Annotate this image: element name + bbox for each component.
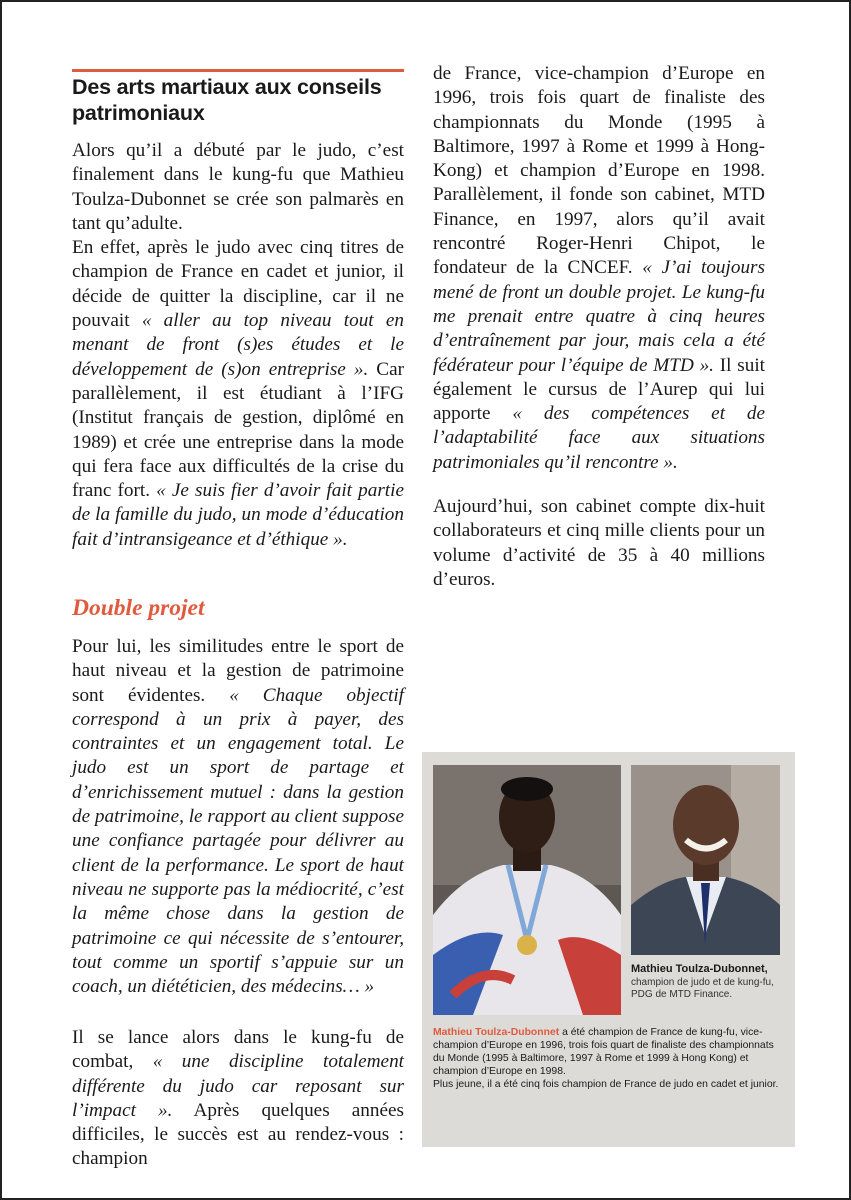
paragraph: Aujourd’hui, son cabinet compte dix-huit collaborateurs et cinq mille clients pour un volume d’activité de 35 à 40 millions d’euros. xyxy=(433,496,765,590)
caption-text-2: Plus jeune, il a été cinq fois champion de France de judo en cadet et junior. xyxy=(433,1079,779,1091)
title-rule xyxy=(72,69,404,72)
left-column-2 xyxy=(72,635,404,999)
photo-caption-name: Mathieu Toulza-Dubonnet, xyxy=(631,963,768,975)
page-border-left xyxy=(0,0,2,1200)
photo-caption xyxy=(433,1026,785,1091)
right-column-2 xyxy=(433,495,765,592)
left-column-1 xyxy=(72,139,404,552)
caption-highlight-name: Mathieu Toulza-Dubonnet xyxy=(433,1027,560,1038)
right-column-1 xyxy=(433,62,765,475)
paragraph: Alors qu’il a débuté par le judo, c’est finalement dans le kung-fu que Mathieu Toulza-Dubonnet se crée son palmarès en tant qu’adulte. xyxy=(72,140,404,234)
photo-young-athlete xyxy=(433,765,621,1015)
article-title: Des arts martiaux aux conseils patrimoniaux xyxy=(72,75,382,125)
paragraph: de France, vice-champion d’Europe en 1996, trois fois quart de finaliste des championnats du Monde (1995 à Baltimore, 1997 à Rome et 1999 à Hong-Kong) et champion d’Europe en 1998. Parallèlement, il fonde son cabinet, MTD Finance, en 1997, alors qu’il avait rencontré Roger-Henri Chipot, le fondateur de la CNCEF. « J’ai toujours mené de front un double projet. Le kung-fu me prenait entre quatre à cinq heures d’entraînement par jour, mais cela a été fédérateur pour l’équipe de MTD ». Il suit également le cursus de l’Aurep qui lui apporte « des compétences et de l’adaptabilité face aux situations patrimoniales qu’il rencontre ». xyxy=(433,63,765,473)
paragraph: Il se lance alors dans le kung-fu de combat, « une discipline totalement différente du judo car reposant sur l’impact ». Après quelques années difficiles, le succès est au rendez-vous : champion xyxy=(72,1027,404,1170)
photo-caption-role: champion de judo et de kung-fu, PDG de MTD Finance. xyxy=(631,977,774,1000)
left-column-3 xyxy=(72,1026,404,1172)
paragraph: Pour lui, les similitudes entre le sport de haut niveau et la gestion de patrimoine sont évidentes. « Chaque objectif correspond à un prix à payer, des contraintes et un engagement total. Le judo est un sport de partage et d’enrichissement mutuel : dans la gestion de patrimoine, le rapport au client suppose une confiance partagée pour délivrer au client de la performance. Le sport de haut niveau ne supporte pas la médiocrité, c’est la même chose dans la gestion de patrimoine ce qui nécessite de s’entourer, tout comme un sportif s’appuie sur un coach, un diététicien, des médecins… » xyxy=(72,636,405,998)
caption-text: a été champion de France de kung-fu, vice-champion d’Europe en 1996, trois fois quart de finaliste des championnats du Monde (1995 à Baltimore, 1997 à Rome et 1999 à Hong Kong) et champion d’Europe en 1998. xyxy=(433,1027,774,1078)
section-subheading: Double projet xyxy=(72,595,205,621)
page-border-top xyxy=(0,0,851,2)
photo-portrait xyxy=(631,765,780,955)
paragraph: En effet, après le judo avec cinq titres de champion de France en cadet et junior, il décide de quitter la discipline, car il ne pouvait « aller au top niveau tout en menant de front (s)es études et le développement de (s)on entreprise ». Car parallèlement, il est étudiant à l’IFG (Institut français de gestion, diplômé en 1989) et crée une entreprise dans la mode qui fera face aux difficultés de la crise du franc fort. « Je suis fier d’avoir fait partie de la famille du judo, un mode d’éducation fait d’intransigeance et d’éthique ». xyxy=(72,237,404,550)
